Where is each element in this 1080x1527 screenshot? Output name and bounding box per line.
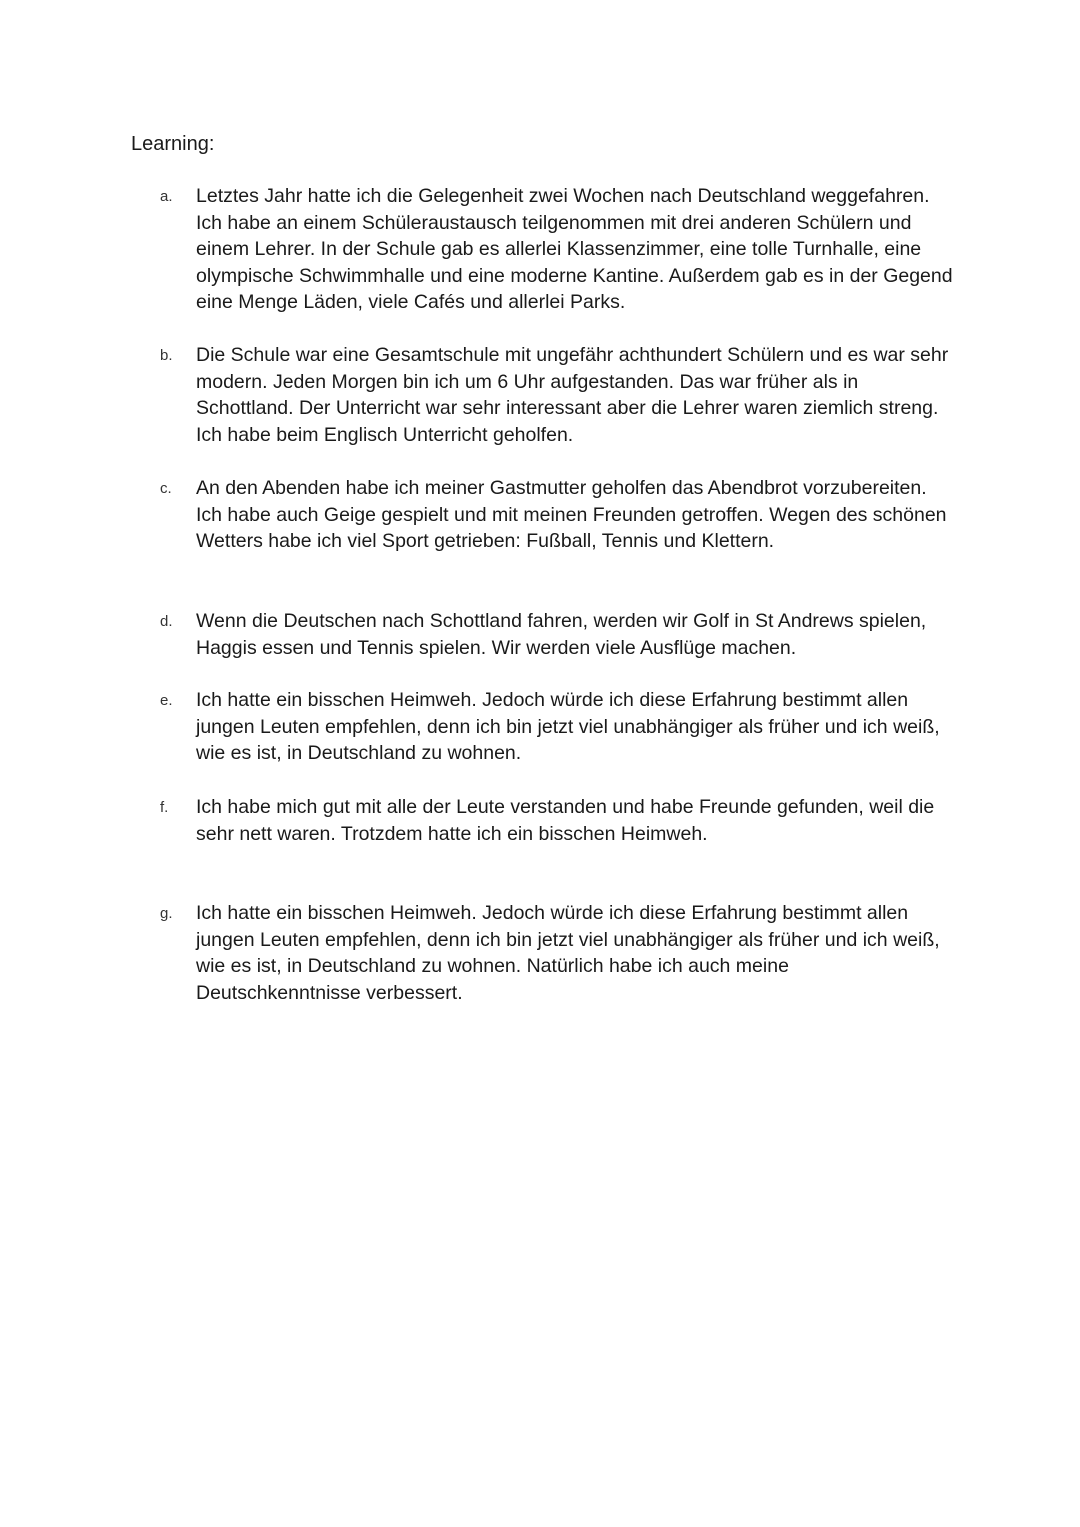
document-heading: Learning:: [131, 133, 215, 155]
list-item-c: [160, 475, 960, 555]
list-item-e: [160, 687, 960, 767]
list-marker: b.: [160, 347, 173, 364]
list-item-text: Ich hatte ein bisschen Heimweh. Jedoch würde ich diese Erfahrung bestimmt allen jungen Leuten empfehlen, denn ich bin jetzt viel unabhängiger als früher und ich weiß, wie es ist, in Deutschland zu wohnen. Natürlich habe ich auch meine Deutschkenntnisse verbessert.: [196, 902, 940, 1004]
list-item-text: Letztes Jahr hatte ich die Gelegenheit zwei Wochen nach Deutschland weggefahren. Ich habe an einem Schüleraustausch teilgenommen mit drei anderen Schülern und einem Lehrer. In der Schule gab es allerlei Klassenzimmer, eine tolle Turnhalle, eine olympische Schwimmhalle und eine moderne Kantine. Außerdem gab es in der Gegend eine Menge Läden, viele Cafés und allerlei Parks.: [196, 185, 953, 313]
list-item-text: Ich habe mich gut mit alle der Leute verstanden und habe Freunde gefunden, weil die sehr nett waren. Trotzdem hatte ich ein bisschen Heimweh.: [196, 796, 935, 845]
list-marker: g.: [160, 905, 173, 922]
list-item-d: [160, 608, 960, 661]
list-marker: c.: [160, 480, 172, 497]
list-marker: a.: [160, 188, 173, 205]
list-item-b: [160, 342, 960, 448]
list-item-g: [160, 900, 960, 1006]
list-item-text: Die Schule war eine Gesamtschule mit ungefähr achthundert Schülern und es war sehr modern. Jeden Morgen bin ich um 6 Uhr aufgestanden. Das war früher als in Schottland. Der Unterricht war sehr interessant aber die Lehrer waren ziemlich streng. Ich habe beim Englisch Unterricht geholfen.: [196, 344, 949, 446]
list-item-text: Wenn die Deutschen nach Schottland fahren, werden wir Golf in St Andrews spielen, Haggis essen und Tennis spielen. Wir werden viele Ausflüge machen.: [196, 610, 927, 659]
list-item-text: An den Abenden habe ich meiner Gastmutter geholfen das Abendbrot vorzubereiten. Ich habe auch Geige gespielt und mit meinen Freunden getroffen. Wegen des schönen Wetters habe ich viel Sport getrieben: Fußball, Tennis und Klettern.: [196, 477, 947, 552]
list-item-f: [160, 794, 960, 847]
list-marker: f.: [160, 799, 169, 816]
list-item-a: [160, 183, 960, 316]
list-marker: d.: [160, 613, 173, 630]
list-item-text: Ich hatte ein bisschen Heimweh. Jedoch würde ich diese Erfahrung bestimmt allen jungen Leuten empfehlen, denn ich bin jetzt viel unabhängiger als früher und ich weiß, wie es ist, in Deutschland zu wohnen.: [196, 689, 940, 764]
list-marker: e.: [160, 692, 173, 709]
